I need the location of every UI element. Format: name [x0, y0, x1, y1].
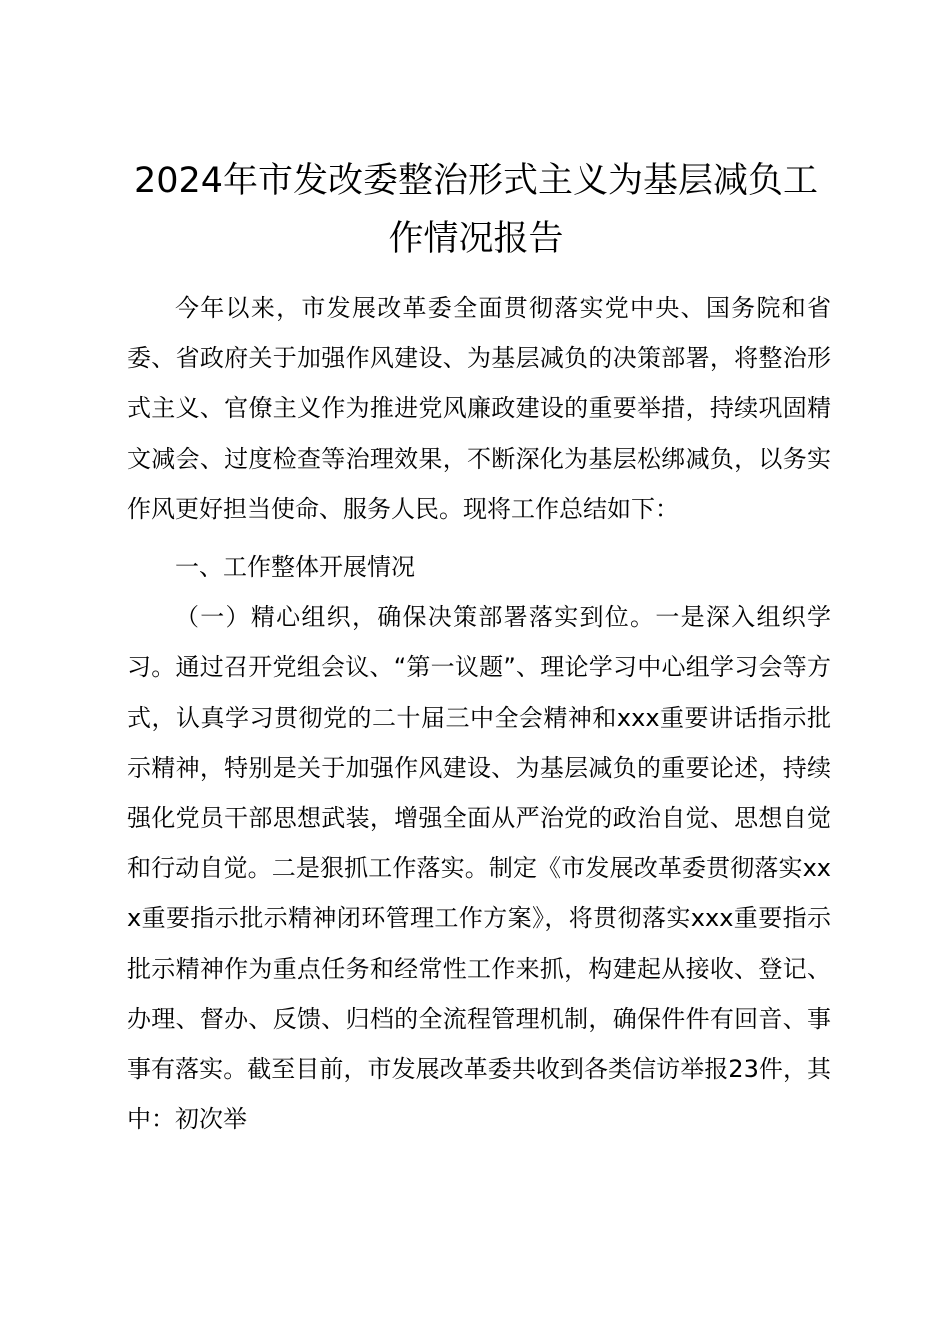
document-title: 2024年市发改委整治形式主义为基层减负工作情况报告	[133, 161, 819, 259]
section-heading: 一、工作整体开展情况	[175, 553, 415, 582]
intro-paragraph: 今年以来，市发展改革委全面贯彻落实党中央、国务院和省委、省政府关于加强作风建设、为基层减负的决策部署，将整治形式主义、官僚主义作为推进党风廉政建设的重要举措，持续巩固精文减会、过度检查等治理效果，不断深化为基层松绑减负，以务实作风更好担当使命、服务人民。现将工作总结如下：	[127, 294, 831, 523]
document-body	[127, 283, 831, 1144]
section-paragraph: （一）精心组织，确保决策部署落实到位。一是深入组织学习。通过召开党组会议、“第一议题”、理论学习中心组学习会等方式，认真学习贯彻党的二十届三中全会精神和xxx重要讲话指示批示精神，特别是关于加强作风建设、为基层减负的重要论述，持续强化党员干部思想武装，增强全面从严治党的政治自觉、思想自觉和行动自觉。二是狠抓工作落实。制定《市发展改革委贯彻落实xxx重要指示批示精神闭环管理工作方案》，将贯彻落实xxx重要指示批示精神作为重点任务和经常性工作来抓，构建起从接收、登记、办理、督办、反馈、归档的全流程管理机制，确保件件有回音、事事有落实。截至目前，市发展改革委共收到各类信访举报23件，其中：初次举	[127, 603, 831, 1134]
